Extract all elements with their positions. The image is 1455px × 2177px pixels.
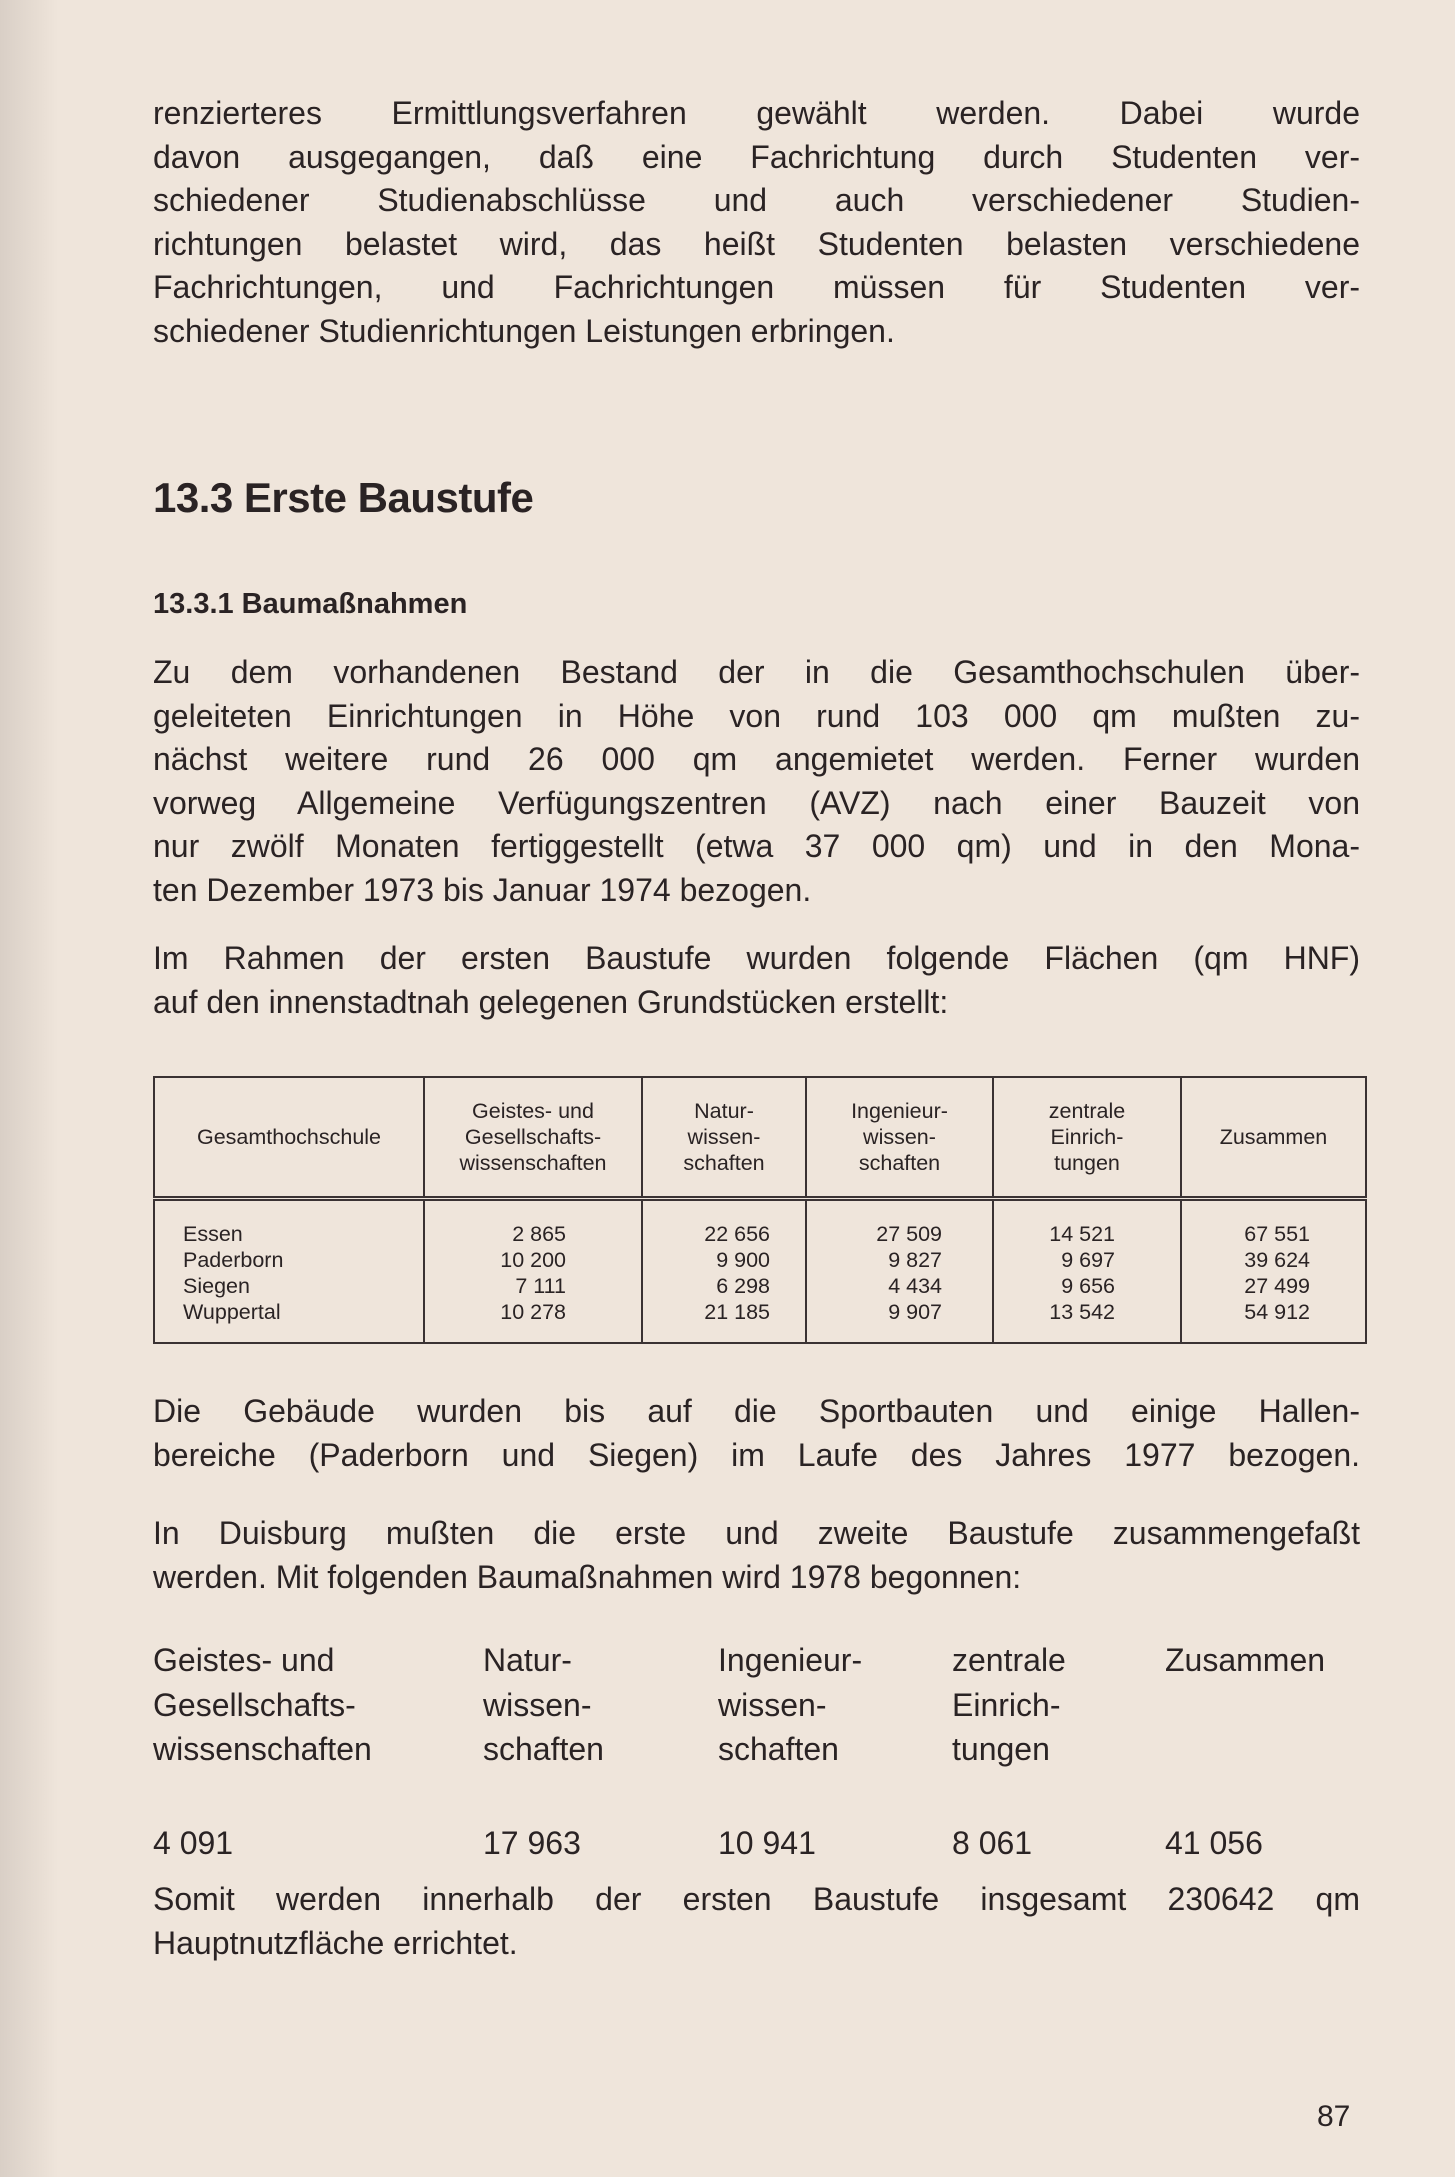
text-line: Hauptnutzfläche errichtet. [153,1924,518,1961]
subsection-heading: 13.3.1 Baumaßnahmen [153,588,468,620]
text-line: nur zwölf Monaten fertiggestellt (etwa 37 000 qm) und in den Mona- [153,828,1360,864]
paragraph-existing-stock [153,651,1360,912]
text-line: vorweg Allgemeine Verfügungszentren (AVZ) nach einer Bauzeit von [153,784,1360,821]
header-natur: Natur- wissen- schaften [642,1077,806,1199]
geistes-values: 2 865 10 200 7 111 10 278 [424,1199,642,1344]
text-line: ten Dezember 1973 bis Januar 1974 bezogen. [153,871,812,908]
paragraph-areas-intro [153,937,1360,1024]
text-line: Fachrichtungen, und Fachrichtungen müssen für Studenten ver- [153,269,1360,305]
names-cell: Essen Paderborn Siegen Wuppertal [154,1199,424,1344]
table-row [154,1199,1366,1344]
duisburg-col-zentrale: zentrale Einrich- tungen 8 061 [952,1642,1066,1861]
text-line: Somit werden innerhalb der ersten Baustufe insgesamt 230642 qm [153,1881,1360,1917]
text-line: nächst weitere rund 26 000 qm angemietet werden. Ferner wurden [153,741,1360,777]
header-zusammen: Zusammen [1181,1077,1366,1199]
header-gesamthochschule: Gesamthochschule [154,1077,424,1199]
text-line: werden. Mit folgenden Baumaßnahmen wird 1978 begonnen: [153,1558,1022,1595]
header-ingenieur: Ingenieur- wissen- schaften [806,1077,993,1199]
paragraph-occupancy [153,1390,1360,1477]
text-line: auf den innenstadtnah gelegenen Grundstücken erstellt: [153,983,949,1020]
text-line: bereiche (Paderborn und Siegen) im Laufe des Jahres 1977 bezogen. [153,1436,1360,1473]
text-line: schiedener Studienrichtungen Leistungen erbringen. [153,312,895,349]
duisburg-col-natur: Natur- wissen- schaften 17 963 [483,1642,604,1861]
text-line: Die Gebäude wurden bis auf die Sportbauten und einige Hallen- [153,1393,1360,1429]
text-line: richtungen belastet wird, das heißt Studenten belasten verschiedene [153,225,1360,262]
section-heading: 13.3 Erste Baustufe [153,474,534,521]
duisburg-col-zusammen: Zusammen 41 056 [1165,1642,1326,1861]
zentrale-values: 14 521 9 697 9 656 13 542 [993,1199,1181,1344]
paragraph-intro [153,92,1360,353]
header-zentrale: zentrale Einrich- tungen [993,1077,1181,1199]
zusammen-values: 67 551 39 624 27 499 54 912 [1181,1199,1366,1344]
header-geistes: Geistes- und Gesellschafts- wissenschaften [424,1077,642,1199]
text-line: renzierteres Ermittlungsverfahren gewählt werden. Dabei wurde [153,95,1360,131]
text-line: Zu dem vorhandenen Bestand der in die Gesamthochschulen über- [153,654,1360,690]
ingenieur-values: 27 509 9 827 4 434 9 907 [806,1199,993,1344]
book-spine-shadow [0,0,58,2177]
text-line: geleiteten Einrichtungen in Höhe von rund 103 000 qm mußten zu- [153,697,1360,734]
text-line: schiedener Studienabschlüsse und auch verschiedener Studien- [153,182,1360,218]
natur-values: 22 656 9 900 6 298 21 185 [642,1199,806,1344]
text-line: Im Rahmen der ersten Baustufe wurden folgende Flächen (qm HNF) [153,940,1360,976]
paragraph-duisburg [153,1512,1360,1599]
paragraph-total [153,1878,1360,1965]
text-line: In Duisburg mußten die erste und zweite Baustufe zusammengefaßt [153,1515,1360,1551]
text-line: davon ausgegangen, daß eine Fachrichtung durch Studenten ver- [153,138,1360,175]
areas-table [153,1076,1367,1344]
duisburg-col-geistes: Geistes- und Gesellschafts- wissenschaften 4 091 [153,1642,372,1861]
duisburg-col-ingenieur: Ingenieur- wissen- schaften 10 941 [718,1642,863,1861]
page-number: 87 [1317,2100,1351,2133]
